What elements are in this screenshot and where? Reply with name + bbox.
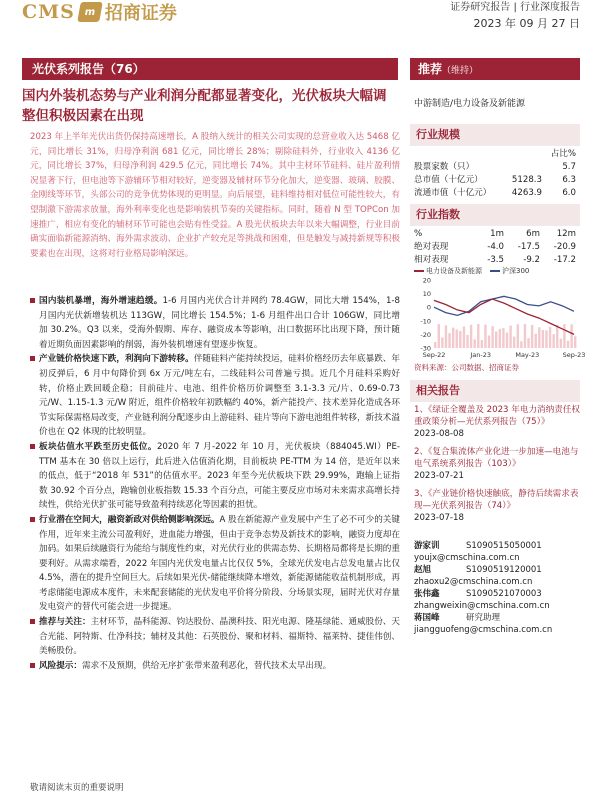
table-row: [414, 187, 576, 200]
section-header-scale: 行业规模: [410, 124, 580, 146]
table-row: [414, 174, 576, 187]
header-meta: [450, 0, 580, 32]
analyst-entry: [414, 540, 584, 564]
report-type: 证券研究报告 | 行业深度报告: [450, 2, 580, 13]
row-pct: 6.0: [562, 188, 576, 198]
volume-bar: [531, 325, 533, 348]
rating-note: （维持）: [442, 66, 479, 76]
y-tick-label: 10: [422, 290, 431, 299]
volume-bar: [545, 330, 547, 348]
y-tick-label: -20: [420, 330, 431, 339]
volume-bar: [459, 331, 461, 348]
y-tick-label: -30: [420, 344, 431, 353]
index-chart: [410, 272, 586, 360]
hs300-series-line: [434, 296, 574, 315]
logo: [22, 0, 177, 24]
volume-bar: [488, 336, 490, 348]
col-header: 1m: [490, 229, 504, 239]
bullet-body: 需求不及预期，供给无序扩张带来盈利恶化，替代技术太早出现。: [81, 660, 332, 671]
row-pct: 6.3: [562, 175, 576, 185]
bullet-item: [30, 352, 400, 440]
row-label: 总市值（十亿元）: [414, 175, 483, 185]
x-tick-label: Sep-22: [422, 351, 446, 359]
bullet-head: 产业链价格快速下跌，利润向下游转移。: [39, 354, 194, 365]
scale-table: [414, 148, 576, 200]
rating-bar: [410, 58, 580, 80]
volume-bar: [538, 327, 540, 348]
col-header: 12m: [556, 229, 576, 239]
footer-disclaimer: 敬请阅读末页的重要说明: [30, 783, 124, 793]
industry-label: 中游制造/电力设备及新能源: [414, 99, 526, 109]
x-tick-label: Sep-23: [562, 351, 586, 359]
volume-bar: [542, 330, 544, 348]
bullet-list: [30, 294, 400, 673]
row-label: 绝对表现: [414, 242, 449, 252]
related-reports: [414, 404, 582, 530]
volume-bar: [477, 324, 479, 348]
volume-bar: [552, 334, 554, 348]
bullet-head: 国内装机暴增，海外增速趋缓。: [39, 296, 163, 306]
page-title: 国内外装机态势与产业利润分配都显著变化，光伏板块大幅调整但积极因素在出现: [22, 88, 387, 124]
volume-bar: [574, 336, 576, 348]
row-pct: 5.7: [562, 162, 576, 172]
bullet-item: [30, 440, 400, 513]
volume-bar: [452, 328, 454, 348]
bullet-head: 推荐与关注：: [39, 617, 91, 628]
volume-bar: [535, 334, 537, 348]
row-label: 股票家数（只）: [414, 162, 475, 172]
related-report-title: 2、《复合集流体产业化进一步加速—电池与电气系统系列报告（103）》: [414, 447, 579, 469]
volume-bar: [560, 339, 562, 348]
cell: -17.5: [517, 242, 540, 252]
analyst-entry: [414, 588, 584, 612]
volume-bar: [456, 329, 458, 348]
bullet-body: 主材环节，晶科能源、钧达股份、晶澳科技、阳光电源、隆基绿能、通威股份、天合光能、阿特斯、仕净科技；辅材及其他：石英股份、聚和材料、福斯特、福莱特、捷佳伟创、美畅股份。: [39, 617, 400, 657]
related-report-date: 2023-08-08: [414, 429, 464, 439]
related-report-date: 2023-07-18: [414, 513, 464, 523]
volume-bar: [491, 326, 493, 348]
row-label: 相对表现: [414, 255, 449, 265]
summary-paragraph: 2023 年上半年光伏出货仍保持高速增长，A 股纳入统计的相关公司实现的总营业收入达 5468 亿元，同比增长 31%，归母净利润 681 亿元，同比增长 28%；剔除硅料外，行业收入 4136 亿元，同比增长 37%，归母净利润 429.5 亿元，同比增长 74%。其中主材环节硅料、硅片盈利情况显著下行，但电池等下游辅环节相对较好，逆变器及辅材环节分化加大，逆变器、玻璃、胶膜、金刚线等环节，头部公司的竞争优势体现的更明显。向后展望，硅料维持相对低位可能性较大，有望制激下游需求放量，海外利率变化也是影响装机节奏的关键指标。同时，随着 N 型 TOPCon 加速推广，相应有变化的辅材环节可能也会贴有性受益。A 股光伏板块去年以来大幅调整，行业目前确实面临新能源消纳、海外需求波动、企业扩产较充足等挑战和困难，但是触发与减持新规等积极要素也在出现，这将对行业格局影响深远。: [30, 132, 400, 259]
rating-label: 推荐: [418, 62, 443, 76]
volume-bar: [466, 335, 468, 348]
analyst-name: 游家训: [414, 541, 440, 551]
volume-bar: [463, 327, 465, 348]
cell: -3.5: [487, 255, 504, 265]
cell: -4.0: [487, 242, 504, 252]
volume-bar: [495, 331, 497, 348]
logo-text-cn: 招商证券: [104, 3, 177, 24]
cell: -9.2: [523, 255, 540, 265]
analyst-entry: [414, 564, 584, 588]
logo-badge-icon: m: [77, 2, 103, 22]
volume-bar: [434, 342, 436, 348]
volume-bar: [502, 328, 504, 348]
analyst-id: S1090515050001: [466, 541, 542, 551]
cell: -20.9: [553, 242, 576, 252]
x-tick-label: Jan-23: [470, 351, 491, 359]
analyst-email[interactable]: zhaoxu2@cmschina.com.cn: [414, 577, 533, 587]
row-label: 流通市值（十亿元）: [414, 188, 492, 198]
analyst-email[interactable]: jiangguofeng@cmschina.com.cn: [414, 625, 553, 635]
related-report-link[interactable]: [414, 404, 582, 440]
legend-label: 沪深300: [502, 267, 530, 275]
table-row: [414, 161, 576, 174]
analyst-email[interactable]: zhangweixin@cmschina.com.cn: [414, 601, 550, 611]
y-tick-label: -10: [420, 317, 431, 326]
volume-bar: [513, 337, 515, 348]
related-report-title: 1、《绿证全覆盖及 2023 年电力消纳责任权重政策分析—光伏系列报告（75）》: [414, 405, 581, 427]
related-report-link[interactable]: [414, 488, 582, 524]
analyst-email[interactable]: youjx@cmschina.com.cn: [414, 553, 520, 563]
index-table: [414, 228, 576, 267]
section-header-related: 相关报告: [410, 380, 580, 402]
pct-header: 占比%: [550, 149, 576, 159]
analyst-name: 蒋国峰: [414, 613, 440, 623]
volume-bar: [445, 325, 447, 348]
row-value: 5128.3: [511, 175, 542, 185]
volume-bar: [481, 340, 483, 348]
volume-bar: [509, 326, 511, 348]
analyst-id: S1090521070003: [466, 589, 542, 599]
legend-label: 电力设备及新能源: [426, 267, 482, 275]
analyst-id: 研究助理: [466, 613, 501, 623]
col-header: 6m: [526, 229, 540, 239]
volume-bar: [563, 324, 565, 348]
related-report-link[interactable]: [414, 446, 582, 482]
volume-bar: [470, 325, 472, 348]
bullet-head: 风险提示：: [39, 660, 82, 671]
bullet-body: 伴随硅料产能持续投运，硅料价格经历去年底暴跌、年初反弹后，6 月中旬降价到 6x 万元/吨左右，二线硅料公司普遍亏损。近几个月硅料采购好转，价格止跌回暖企稳；目前硅片、电池、组件价格历价调整至 3.1-3.3 元/片、0.69-0.73 元/W、1.15-1.3 元/W 附近，组件价格较年初跌幅约 40%，新产能投产、技术差异化造成各环节实际保需格局改变，产业链利润分配逐步由上游硅料、硅片等向下游电池组件转移，新技术溢价也在 Q2 体现的比较明显。: [39, 354, 400, 438]
row-value: 4263.9: [511, 188, 542, 198]
section-header-index: 行业指数: [410, 204, 580, 226]
table-header-row: [414, 228, 576, 241]
report-header: [0, 0, 600, 36]
analyst-name: 张伟鑫: [414, 589, 440, 599]
bullet-item: [30, 659, 400, 674]
volume-bar: [527, 338, 529, 348]
analyst-id: S1090519120001: [466, 565, 542, 575]
related-report-title: 3、《产业链价格快速触底，静待后续需求表现—光伏系列报告（74）》: [414, 489, 579, 511]
row-value: [496, 161, 542, 174]
bullet-body: 1-6 月国内光伏合计并网约 78.4GW，同比大增 154%，1-8 月国内光伏新增装机达 113GW，同比增长 154.5%；1-6 月组件出口合计 106GW，同比增加 30.2%。Q3 以来，受海外假期、库存、融资成本等影响，出口数据环比出现下降，预计随着近期负面因素影响的削弱，海外装机增速有望逐步恢复。: [39, 296, 400, 350]
volume-bar: [438, 324, 440, 348]
analyst-list: [414, 540, 584, 636]
bullet-body: 2020 年 7 月-2022 年 10 月，光伏板块（884045.WI）PE-TTM 基本在 30 倍以上运行，此后进入估值消化期，目前板块 PE-TTM 为 14 倍，是近年以来的低点，低于“2018 年 531”的估值水平。2023 年至今光伏板块下跌 29.99%，跑输上证指数 30.92 个百分点，跑输创业板指数 15.33 个百分点，可能主要反应市场对未来需求高增长持续性，供给光伏扩张可能导致盈利持续恶化等因素的担忧。: [39, 441, 400, 511]
analyst-entry: [414, 612, 584, 636]
volume-bar: [448, 333, 450, 348]
volume-bar: [517, 324, 519, 348]
col-header: %: [414, 229, 423, 239]
series-title-bar: 光伏系列报告（76）: [22, 58, 398, 80]
bullet-item: [30, 513, 400, 615]
report-date: 2023 年 09 月 27 日: [473, 17, 580, 30]
volume-bar: [567, 341, 569, 348]
volume-bar: [520, 341, 522, 348]
table-row: [414, 241, 576, 254]
cell: -17.2: [553, 255, 576, 265]
logo-text-en: CMS: [22, 1, 75, 23]
volume-bar: [473, 339, 475, 348]
volume-bar: [570, 324, 572, 348]
bullet-head: 板块估值水平跌至历史低位。: [39, 441, 157, 452]
y-tick-label: 20: [422, 276, 431, 285]
volume-bar: [549, 327, 551, 348]
volume-bar: [499, 329, 501, 348]
volume-bar: [506, 332, 508, 348]
x-tick-label: May-23: [515, 351, 540, 359]
bullet-item: [30, 294, 400, 352]
volume-bar: [524, 324, 526, 348]
chart-source: 资料来源：公司数据、招商证券: [414, 363, 519, 372]
bullet-body: A 股在新能源产业发展中产生了必不可少的关键作用，近年来主流公司盈利好，进血能力增强，但由于竞争态势及新技术的影响，融资力度却在加码。如果后续融资行为能给与制度性约束，对光伏行业的供需态势、长期格局都将是长期的重要利好。从需求端看，2022 年国内光伏发电量占比仅仅 5%，全球光伏发电占总发电量占比仅 4.5%，潜在的提升空间巨大。后续如果光伏-储能继续降本增效，新能源储能收益机制形成，再考虑储能电源成本度件，未来配套储能的光伏发电平价将分阶段、分场景实现，届时光伏对存量发电资产的替代可能会进一步提速。: [39, 514, 400, 613]
bullet-item: [30, 615, 400, 659]
bullet-head: 行业潜在空间大，融资新政对供给侧影响深远。: [39, 514, 220, 525]
volume-bar: [556, 325, 558, 348]
related-report-date: 2023-07-21: [414, 471, 464, 481]
analyst-name: 赵旭: [414, 565, 432, 575]
volume-bar: [441, 337, 443, 348]
table-header-row: [414, 148, 576, 161]
y-tick-label: 0: [426, 303, 431, 312]
volume-bar: [484, 325, 486, 348]
